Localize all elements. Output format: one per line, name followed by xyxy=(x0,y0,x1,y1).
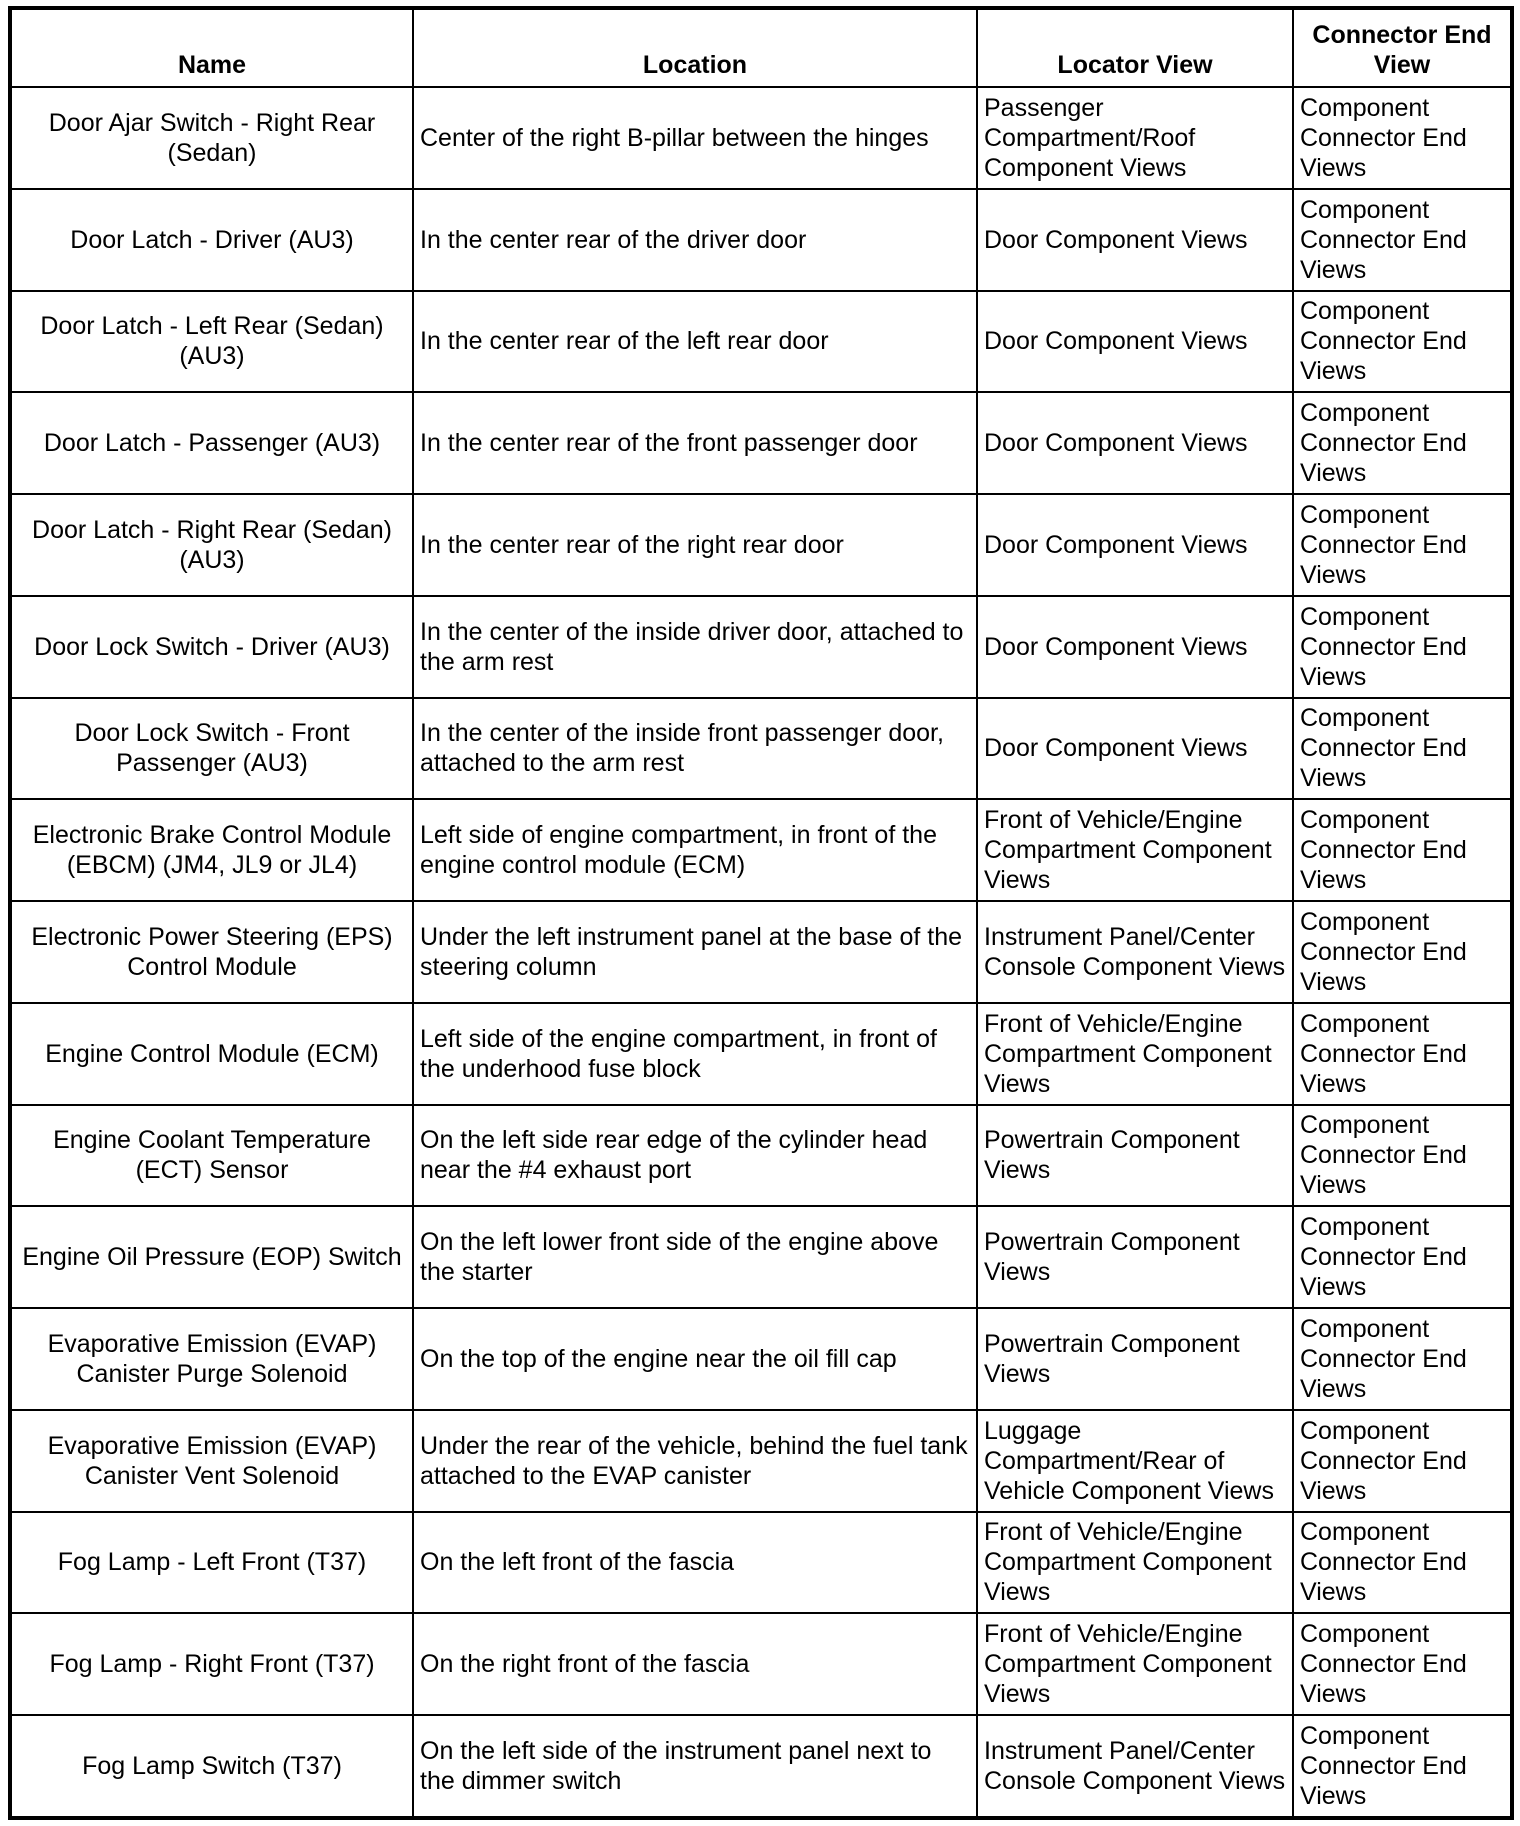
cell-location: In the center rear of the right rear door xyxy=(413,494,977,596)
cell-name: Engine Control Module (ECM) xyxy=(10,1003,413,1105)
cell-connector-end-view: Component Connector End Views xyxy=(1293,799,1512,901)
cell-location: Under the rear of the vehicle, behind the fuel tank attached to the EVAP canister xyxy=(413,1410,977,1512)
table-row xyxy=(10,189,1512,291)
cell-location: On the left side rear edge of the cylinder head near the #4 exhaust port xyxy=(413,1105,977,1207)
cell-location: Left side of engine compartment, in front of the engine control module (ECM) xyxy=(413,799,977,901)
cell-location: On the left front of the fascia xyxy=(413,1512,977,1614)
cell-connector-end-view: Component Connector End Views xyxy=(1293,1308,1512,1410)
component-locator-table-sheet xyxy=(8,6,1510,1820)
cell-connector-end-view: Component Connector End Views xyxy=(1293,1512,1512,1614)
table-row xyxy=(10,392,1512,494)
table-row xyxy=(10,291,1512,393)
cell-location: On the top of the engine near the oil fill cap xyxy=(413,1308,977,1410)
cell-locator-view: Front of Vehicle/Engine Compartment Component Views xyxy=(977,1512,1293,1614)
cell-name: Electronic Brake Control Module (EBCM) (JM4, JL9 or JL4) xyxy=(10,799,413,901)
cell-name: Door Latch - Driver (AU3) xyxy=(10,189,413,291)
cell-locator-view: Front of Vehicle/Engine Compartment Component Views xyxy=(977,1003,1293,1105)
cell-locator-view: Powertrain Component Views xyxy=(977,1105,1293,1207)
cell-location: Center of the right B-pillar between the hinges xyxy=(413,87,977,189)
cell-connector-end-view: Component Connector End Views xyxy=(1293,1206,1512,1308)
cell-connector-end-view: Component Connector End Views xyxy=(1293,901,1512,1003)
cell-locator-view: Door Component Views xyxy=(977,392,1293,494)
cell-location: In the center of the inside front passenger door, attached to the arm rest xyxy=(413,698,977,800)
cell-locator-view: Instrument Panel/Center Console Component Views xyxy=(977,901,1293,1003)
cell-locator-view: Door Component Views xyxy=(977,291,1293,393)
header-name: Name xyxy=(10,8,413,87)
table-row xyxy=(10,1613,1512,1715)
table-body xyxy=(10,87,1512,1818)
cell-name: Door Ajar Switch - Right Rear (Sedan) xyxy=(10,87,413,189)
cell-location: In the center rear of the front passenger door xyxy=(413,392,977,494)
cell-connector-end-view: Component Connector End Views xyxy=(1293,87,1512,189)
cell-locator-view: Front of Vehicle/Engine Compartment Component Views xyxy=(977,1613,1293,1715)
table-row xyxy=(10,698,1512,800)
cell-name: Door Latch - Right Rear (Sedan) (AU3) xyxy=(10,494,413,596)
table-row xyxy=(10,1206,1512,1308)
table-row xyxy=(10,1512,1512,1614)
cell-name: Fog Lamp - Right Front (T37) xyxy=(10,1613,413,1715)
cell-connector-end-view: Component Connector End Views xyxy=(1293,1105,1512,1207)
cell-name: Evaporative Emission (EVAP) Canister Purge Solenoid xyxy=(10,1308,413,1410)
cell-connector-end-view: Component Connector End Views xyxy=(1293,291,1512,393)
cell-location: In the center rear of the driver door xyxy=(413,189,977,291)
cell-connector-end-view: Component Connector End Views xyxy=(1293,596,1512,698)
cell-location: On the left side of the instrument panel next to the dimmer switch xyxy=(413,1715,977,1818)
cell-location: On the left lower front side of the engine above the starter xyxy=(413,1206,977,1308)
header-location: Location xyxy=(413,8,977,87)
cell-connector-end-view: Component Connector End Views xyxy=(1293,189,1512,291)
cell-name: Fog Lamp - Left Front (T37) xyxy=(10,1512,413,1614)
cell-name: Evaporative Emission (EVAP) Canister Vent Solenoid xyxy=(10,1410,413,1512)
cell-name: Door Latch - Left Rear (Sedan) (AU3) xyxy=(10,291,413,393)
cell-connector-end-view: Component Connector End Views xyxy=(1293,1715,1512,1818)
header-connector-end-view: Connector End View xyxy=(1293,8,1512,87)
cell-name: Engine Oil Pressure (EOP) Switch xyxy=(10,1206,413,1308)
cell-name: Door Lock Switch - Front Passenger (AU3) xyxy=(10,698,413,800)
table-row xyxy=(10,1715,1512,1818)
cell-name: Door Lock Switch - Driver (AU3) xyxy=(10,596,413,698)
cell-name: Engine Coolant Temperature (ECT) Sensor xyxy=(10,1105,413,1207)
cell-locator-view: Powertrain Component Views xyxy=(977,1206,1293,1308)
cell-location: Left side of the engine compartment, in front of the underhood fuse block xyxy=(413,1003,977,1105)
table-row xyxy=(10,799,1512,901)
cell-locator-view: Passenger Compartment/Roof Component Views xyxy=(977,87,1293,189)
header-locator-view: Locator View xyxy=(977,8,1293,87)
cell-connector-end-view: Component Connector End Views xyxy=(1293,1410,1512,1512)
cell-connector-end-view: Component Connector End Views xyxy=(1293,494,1512,596)
cell-locator-view: Door Component Views xyxy=(977,189,1293,291)
cell-name: Door Latch - Passenger (AU3) xyxy=(10,392,413,494)
cell-connector-end-view: Component Connector End Views xyxy=(1293,698,1512,800)
cell-locator-view: Door Component Views xyxy=(977,494,1293,596)
cell-locator-view: Door Component Views xyxy=(977,596,1293,698)
cell-location: In the center rear of the left rear door xyxy=(413,291,977,393)
cell-location: Under the left instrument panel at the base of the steering column xyxy=(413,901,977,1003)
table-row xyxy=(10,87,1512,189)
table-row xyxy=(10,1410,1512,1512)
cell-connector-end-view: Component Connector End Views xyxy=(1293,1003,1512,1105)
cell-connector-end-view: Component Connector End Views xyxy=(1293,1613,1512,1715)
cell-name: Fog Lamp Switch (T37) xyxy=(10,1715,413,1818)
cell-locator-view: Instrument Panel/Center Console Component Views xyxy=(977,1715,1293,1818)
component-locator-table xyxy=(8,6,1514,1820)
table-row xyxy=(10,1003,1512,1105)
cell-location: On the right front of the fascia xyxy=(413,1613,977,1715)
cell-location: In the center of the inside driver door, attached to the arm rest xyxy=(413,596,977,698)
cell-locator-view: Door Component Views xyxy=(977,698,1293,800)
table-row xyxy=(10,1105,1512,1207)
cell-connector-end-view: Component Connector End Views xyxy=(1293,392,1512,494)
cell-locator-view: Powertrain Component Views xyxy=(977,1308,1293,1410)
cell-locator-view: Luggage Compartment/Rear of Vehicle Component Views xyxy=(977,1410,1293,1512)
table-header-row xyxy=(10,8,1512,87)
cell-locator-view: Front of Vehicle/Engine Compartment Component Views xyxy=(977,799,1293,901)
cell-name: Electronic Power Steering (EPS) Control Module xyxy=(10,901,413,1003)
table-row xyxy=(10,494,1512,596)
table-row xyxy=(10,596,1512,698)
table-row xyxy=(10,1308,1512,1410)
table-row xyxy=(10,901,1512,1003)
